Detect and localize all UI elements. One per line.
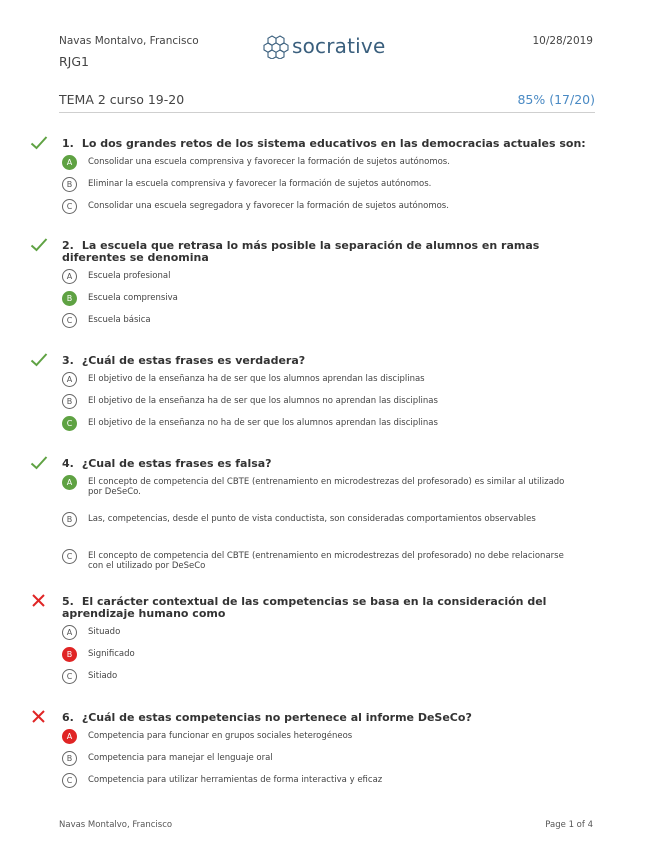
question-6 <box>30 712 595 793</box>
answer-option <box>30 267 595 289</box>
question-header <box>30 138 595 150</box>
question-text: ¿Cuál de estas frases es verdadera? <box>81 354 306 367</box>
answer-option <box>30 311 595 333</box>
answer-option <box>30 392 595 414</box>
answer-option <box>30 749 595 771</box>
answer-text: Sitiado <box>88 671 118 681</box>
answer-option <box>30 727 595 749</box>
student-name: Navas Montalvo, Francisco <box>59 35 199 47</box>
quiz-title: TEMA 2 curso 19-20 <box>59 92 185 107</box>
answer-text: Competencia para utilizar herramientas de forma interactiva y eficaz <box>88 775 383 785</box>
question-1 <box>30 138 595 219</box>
question-header <box>30 596 595 620</box>
answer-text: El concepto de competencia del CBTE (entrenamiento en microdestrezas del profesorado) no debe relacionarse con el utilizado por DeSeCo <box>88 551 564 571</box>
answer-text: Escuela profesional <box>88 271 171 281</box>
answer-option <box>30 370 595 392</box>
quiz-score: 85% (17/20) <box>517 92 595 107</box>
correct-check-icon <box>30 237 48 253</box>
answer-text: El objetivo de la enseñanza no ha de ser que los alumnos aprendan las disciplinas <box>88 418 438 428</box>
answer-option <box>30 547 595 584</box>
socrative-logo <box>263 33 385 59</box>
incorrect-cross-icon <box>30 593 48 609</box>
answer-option <box>30 771 595 793</box>
answer-letter-badge: B <box>62 394 77 409</box>
answer-letter-badge: C <box>62 313 77 328</box>
answer-letter-badge: A <box>62 155 77 170</box>
answer-letter-badge: A <box>62 269 77 284</box>
answer-option <box>30 510 595 547</box>
page-number: Page 1 of 4 <box>545 820 593 830</box>
answer-option <box>30 623 595 645</box>
footer-student-name: Navas Montalvo, Francisco <box>59 820 173 830</box>
answer-text: Competencia para manejar el lenguaje oral <box>88 753 273 763</box>
correct-check-icon <box>30 352 48 368</box>
answer-letter-badge: C <box>62 773 77 788</box>
answer-letter-badge: B <box>62 751 77 766</box>
answer-option <box>30 473 595 510</box>
socrative-hexagon-icon <box>263 33 289 59</box>
question-header <box>30 240 595 264</box>
answer-letter-badge: A <box>62 372 77 387</box>
class-code: RJG1 <box>59 54 90 69</box>
answer-option <box>30 197 595 219</box>
question-3 <box>30 355 595 436</box>
answer-text: Las, competencias, desde el punto de vista conductista, son consideradas comportamientos observables <box>88 514 536 524</box>
answer-option <box>30 153 595 175</box>
question-2 <box>30 240 595 333</box>
answer-text: Eliminar la escuela comprensiva y favorecer la formación de sujetos autónomos. <box>88 179 432 189</box>
question-5 <box>30 596 595 689</box>
question-text: La escuela que retrasa lo más posible la separación de alumnos en ramas diferentes se denomina <box>62 239 540 264</box>
question-text: El carácter contextual de las competencias se basa en la consideración del aprendizaje humano como <box>62 595 547 620</box>
answer-option <box>30 175 595 197</box>
question-header <box>30 712 595 724</box>
answer-text: Consolidar una escuela segregadora y favorecer la formación de sujetos autónomos. <box>88 201 449 211</box>
question-text: Lo dos grandes retos de los sistema educativos en las democracias actuales son: <box>81 137 586 150</box>
question-4 <box>30 458 595 584</box>
answer-text: Competencia para funcionar en grupos sociales heterogéneos <box>88 731 353 741</box>
answer-text: Significado <box>88 649 135 659</box>
correct-check-icon <box>30 455 48 471</box>
answer-text: Escuela básica <box>88 315 151 325</box>
answer-text: El objetivo de la enseñanza ha de ser que los alumnos no aprendan las disciplinas <box>88 396 438 406</box>
answer-letter-badge: B <box>62 177 77 192</box>
question-number: 5. <box>62 595 74 608</box>
answer-option <box>30 289 595 311</box>
answer-letter-badge: C <box>62 416 77 431</box>
answer-option <box>30 645 595 667</box>
question-number: 3. <box>62 354 74 367</box>
question-number: 2. <box>62 239 74 252</box>
answer-text: Consolidar una escuela comprensiva y favorecer la formación de sujetos autónomos. <box>88 157 450 167</box>
logo-text: socrative <box>292 34 386 58</box>
question-text: ¿Cual de estas frases es falsa? <box>81 457 272 470</box>
answer-text: El objetivo de la enseñanza ha de ser que los alumnos aprendan las disciplinas <box>88 374 425 384</box>
correct-check-icon <box>30 135 48 151</box>
quiz-bar <box>59 92 595 113</box>
question-header <box>30 355 595 367</box>
answer-letter-badge: C <box>62 199 77 214</box>
incorrect-cross-icon <box>30 709 48 725</box>
question-number: 1. <box>62 137 74 150</box>
answer-letter-badge: C <box>62 669 77 684</box>
answer-option <box>30 414 595 436</box>
answer-letter-badge: C <box>62 549 77 564</box>
answer-letter-badge: B <box>62 647 77 662</box>
answer-text: Escuela comprensiva <box>88 293 178 303</box>
answer-text: El concepto de competencia del CBTE (entrenamiento en microdestrezas del profesorado) es similar al utilizado por DeSeCo. <box>88 477 565 497</box>
question-header <box>30 458 595 470</box>
answer-option <box>30 667 595 689</box>
answer-letter-badge: A <box>62 475 77 490</box>
report-date: 10/28/2019 <box>532 35 593 47</box>
question-number: 6. <box>62 711 74 724</box>
answer-letter-badge: B <box>62 512 77 527</box>
question-number: 4. <box>62 457 74 470</box>
answer-letter-badge: A <box>62 729 77 744</box>
answer-text: Situado <box>88 627 121 637</box>
question-text: ¿Cuál de estas competencias no pertenece al informe DeSeCo? <box>81 711 472 724</box>
answer-letter-badge: B <box>62 291 77 306</box>
answer-letter-badge: A <box>62 625 77 640</box>
